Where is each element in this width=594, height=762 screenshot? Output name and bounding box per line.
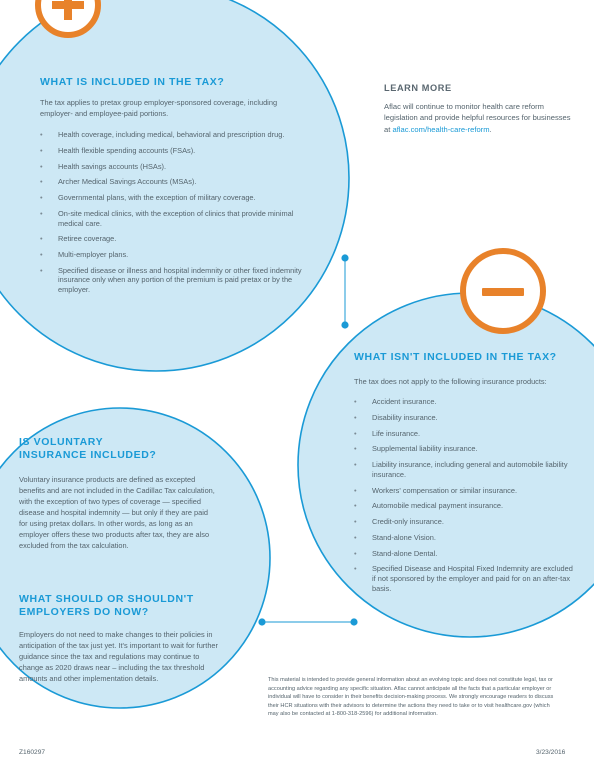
learn-more-text: [384, 101, 576, 135]
list-item: • Multi-employer plans.: [40, 250, 302, 260]
employers-heading: [19, 593, 259, 619]
list-item: • On-site medical clinics, with the exception of clinics that provide minimal medical care.: [40, 209, 302, 228]
list-item: • Workers' compensation or similar insurance.: [354, 486, 574, 496]
voluntary-text: Voluntary insurance products are defined as excepted benefits and are not included in the Cadillac Tax calculation, with the exception of two types of coverage — specified disease and hospital indemnity — but only if they are paid for using pretax dollars. In other words, as long as an employer offers these two products after tax, they are also excluded from the tax calculation.: [19, 475, 215, 550]
not-included-intro: The tax does not apply to the following insurance products:: [354, 377, 547, 386]
minus-icon: [463, 251, 543, 331]
list-item: • Accident insurance.: [354, 397, 574, 407]
voluntary-heading: [19, 436, 239, 462]
list-item: • Stand-alone Vision.: [354, 533, 574, 543]
list-item: • Specified Disease and Hospital Fixed Indemnity are excluded if not sponsored by the employer and paid for on an after-tax basis.: [354, 564, 574, 593]
health-care-reform-link[interactable]: aflac.com/health-care-reform: [392, 124, 490, 134]
list-item: • Specified disease or illness and hospital indemnity or other fixed indemnity insurance only when any portion of the premium is paid pretax or by the employer.: [40, 266, 302, 295]
list-item: • Archer Medical Savings Accounts (MSAs).: [40, 177, 302, 187]
list-item: • Automobile medical payment insurance.: [354, 501, 574, 511]
list-item: • Credit-only insurance.: [354, 517, 574, 527]
learn-more-heading: LEARN MORE: [384, 83, 452, 93]
voluntary-heading-line1: IS VOLUNTARY: [19, 436, 104, 448]
included-heading: WHAT IS INCLUDED IN THE TAX?: [40, 76, 225, 88]
not-included-list: [354, 397, 574, 599]
list-item: • Stand-alone Dental.: [354, 549, 574, 559]
voluntary-heading-line2: INSURANCE INCLUDED?: [19, 449, 157, 461]
list-item: • Disability insurance.: [354, 413, 574, 423]
list-item: • Life insurance.: [354, 429, 574, 439]
learn-more-period: .: [489, 124, 492, 134]
list-item: • Governmental plans, with the exception of military coverage.: [40, 193, 302, 203]
connector-dot: [341, 321, 348, 328]
learn-more-body: Aflac will continue to monitor health care reform legislation and provide helpful resources for businesses at: [384, 102, 571, 134]
list-item: • Health savings accounts (HSAs).: [40, 162, 302, 172]
connector-dot: [341, 254, 348, 261]
employers-heading-line1: WHAT SHOULD OR SHOULDN'T: [19, 593, 194, 605]
not-included-heading: WHAT ISN'T INCLUDED IN THE TAX?: [354, 351, 557, 363]
included-intro: The tax applies to pretax group employer-sponsored coverage, including employer- and employee-paid portions.: [40, 98, 278, 118]
list-item: • Health coverage, including medical, behavioral and prescription drug.: [40, 130, 302, 140]
list-item: • Health flexible spending accounts (FSAs).: [40, 146, 302, 156]
disclaimer-text: This material is intended to provide general information about an evolving topic and does not constitute legal, tax or accounting advice regarding any specific situation. Aflac cannot anticipate all the facts that a particular employer or individual will have to consider in their benefits decision-making process. We strongly encourage readers to discuss their HCR situations with their advisors to determine the actions they need to take or to visit healthcare.gov (which may also be contacted at 1-800-318-2596) for additional information.: [268, 677, 554, 718]
list-item: • Liability insurance, including general and automobile liability insurance.: [354, 460, 574, 479]
plus-icon: [38, 0, 98, 35]
list-item: • Retiree coverage.: [40, 234, 302, 244]
connector-dot: [350, 618, 357, 625]
list-item: • Supplemental liability insurance.: [354, 444, 574, 454]
employers-text: Employers do not need to make changes to their policies in anticipation of the tax just yet. It's important to wait for further guidance since the tax and regulations may continue to change as 2020 draws near – including the tax threshold amounts and other implementation details.: [19, 630, 218, 683]
document-code: Z160297: [19, 749, 46, 756]
connector-dot: [258, 618, 265, 625]
included-list: [40, 130, 302, 301]
employers-heading-line2: EMPLOYERS DO NOW?: [19, 606, 149, 618]
document-date: 3/23/2016: [536, 749, 566, 756]
